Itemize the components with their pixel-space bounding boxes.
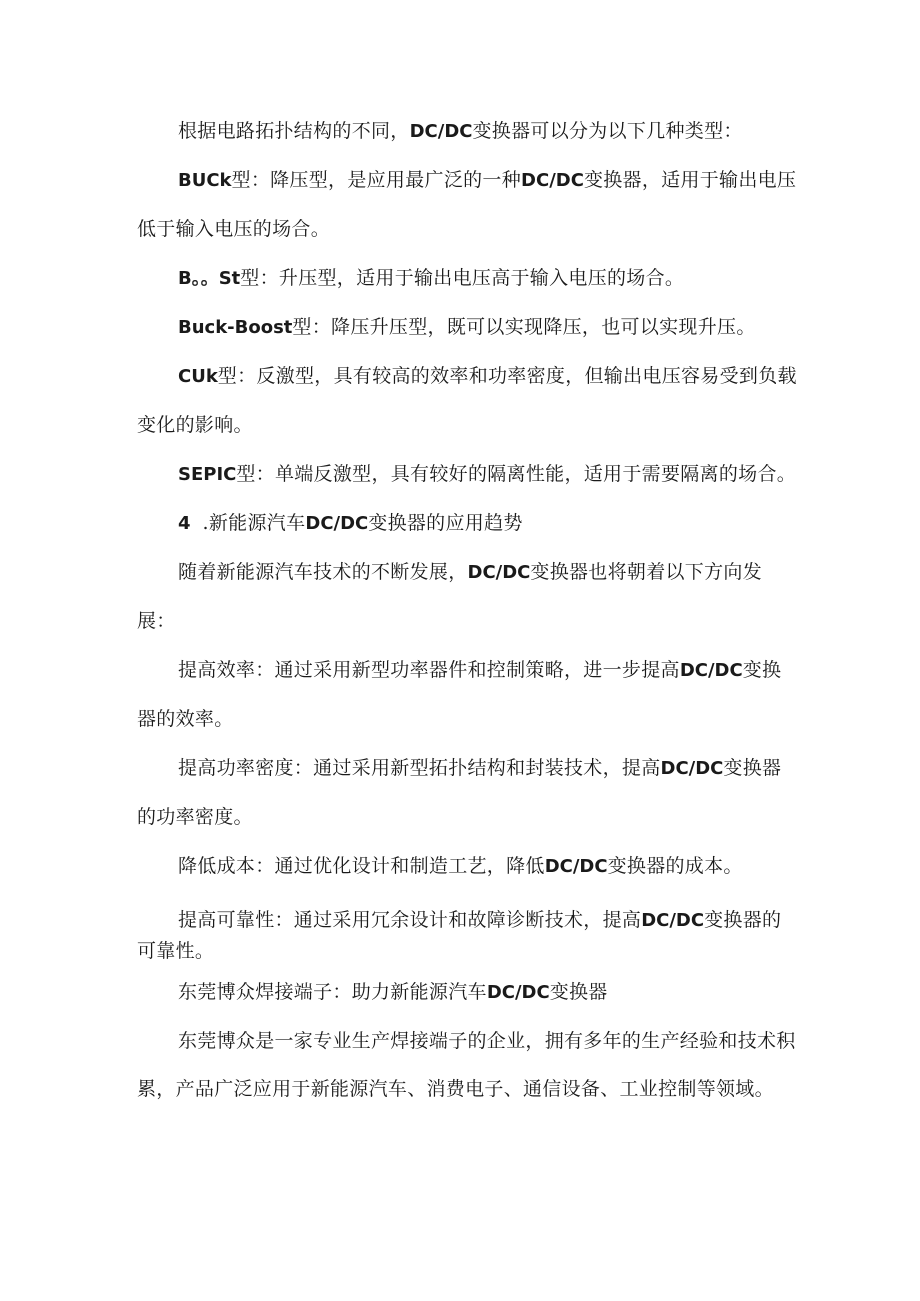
paragraph-efficiency: [137, 646, 797, 743]
text: 变换器，适用于输出电压低于输入电压的场合。: [137, 169, 797, 240]
term: DC/DC: [660, 758, 724, 779]
text: 变换器的应用趋势: [368, 512, 523, 534]
paragraph-cost: [137, 842, 797, 891]
term: Buck-Boost: [178, 317, 293, 338]
paragraph-intro: [137, 107, 797, 156]
paragraph-reliability: [137, 905, 797, 966]
text: 东莞博众是一家专业生产焊接端子的企业，拥有多年的生产经验和技术积累，产品广泛应用于新能源汽车、消费电子、通信设备、工业控制等领域。: [137, 1030, 796, 1100]
text: 降低成本：通过优化设计和制造工艺，降低: [178, 855, 545, 877]
text: 根据电路拓扑结构的不同，: [178, 120, 410, 142]
term: CUk: [178, 366, 218, 387]
paragraph-sepic: [137, 450, 797, 499]
heading-number: 4: [178, 513, 191, 534]
term: DC/DC: [409, 121, 473, 142]
term: DC/DC: [467, 562, 531, 583]
paragraph-boost: [137, 254, 797, 303]
text: 东莞博众焊接端子：助力新能源汽车: [178, 981, 487, 1003]
text: .新能源汽车: [202, 512, 306, 534]
text: 型：降压型，是应用最广泛的一种: [231, 169, 522, 191]
term: SEPIC: [178, 464, 237, 485]
term: DC/DC: [305, 513, 369, 534]
text: 提高效率：通过采用新型功率器件和控制策略，进一步提高: [178, 659, 680, 681]
text: 提高功率密度：通过采用新型拓扑结构和封装技术，提高: [178, 757, 661, 779]
text: 变换器的效率。: [137, 659, 782, 730]
text: 变换器可以分为以下几种类型：: [472, 120, 743, 142]
paragraph-company-title: [137, 968, 797, 1017]
text: 型：升压型，适用于输出电压高于输入电压的场合。: [240, 267, 685, 289]
text: 型：降压升压型，既可以实现降压，也可以实现升压。: [292, 316, 756, 338]
text: 提高可靠性：通过采用冗余设计和故障诊断技术，提高: [178, 909, 642, 931]
paragraph-cuk: [137, 352, 797, 449]
paragraph-trend-intro: [137, 548, 797, 645]
text: 随着新能源汽车技术的不断发展，: [178, 561, 468, 583]
paragraph-power-density: [137, 744, 797, 841]
paragraph-buck: [137, 156, 797, 253]
text: 变换器的可靠性。: [137, 909, 782, 962]
text: 变换器: [549, 981, 608, 1003]
text: 变换器的成本。: [607, 855, 743, 877]
paragraph-buck-boost: [137, 303, 797, 352]
paragraph-company-desc: [137, 1017, 797, 1113]
term: B。。St: [178, 268, 241, 289]
term: DC/DC: [521, 170, 584, 191]
term: DC/DC: [544, 856, 608, 877]
term: DC/DC: [641, 910, 705, 931]
text: 型：反激型，具有较高的效率和功率密度，但输出电压容易受到负载变化的影响。: [137, 365, 797, 436]
term: DC/DC: [486, 982, 550, 1003]
text: 变换器也将朝着以下方向发展：: [137, 561, 763, 632]
text: 变换器的功率密度。: [137, 757, 782, 828]
text: 型：单端反激型，具有较好的隔离性能，适用于需要隔离的场合。: [236, 463, 797, 485]
section-heading-4: [137, 499, 797, 548]
term: BUCk: [178, 170, 232, 191]
term: DC/DC: [679, 660, 743, 681]
